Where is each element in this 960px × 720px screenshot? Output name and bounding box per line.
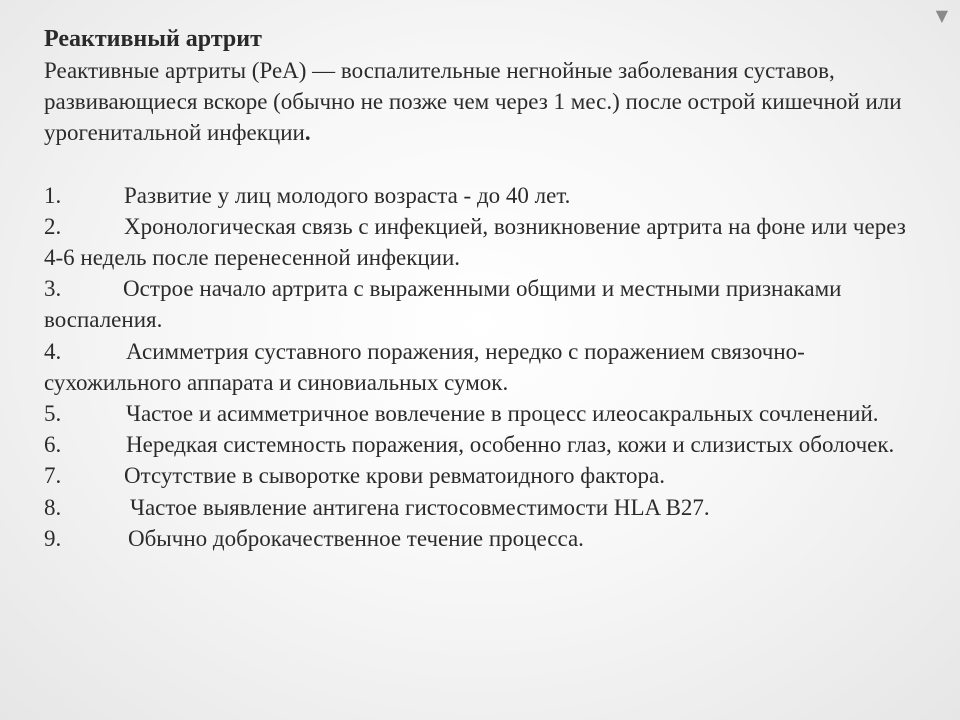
spacer [44,149,924,180]
list-item [44,336,924,398]
list-item-number: 1. [44,182,62,208]
list-item-text: Хронологическая связь с инфекцией, возникновение артрита на фоне или через 4-6 недель после перенесенной инфекции. [44,213,906,271]
list-item-text: Нередкая системность поражения, особенно глаз, кожи и слизистых оболочек. [126,432,895,458]
list-item-text: Обычно доброкачественное течение процесса. [128,525,584,551]
intro-paragraph [44,55,924,149]
list-item-number: 7. [44,463,62,489]
list-item-number: 9. [44,525,62,551]
criteria-list [44,180,924,554]
list-item-number: 3. [44,276,62,302]
list-item-text: Асимметрия суставного поражения, нередко с поражением связочно-сухожильного аппарата и синовиальных сумок. [44,338,805,395]
list-item [44,211,924,273]
list-item-number: 2. [44,213,62,239]
list-item [44,180,924,211]
list-item-number: 8. [44,494,62,520]
list-item [44,492,924,523]
list-item [44,429,924,460]
list-item [44,273,924,335]
list-item-text: Отсутствие в сыворотке крови ревматоидного фактора. [124,463,665,489]
list-item-text: Частое выявление антигена гистосовместимости HLA B27. [130,494,710,520]
list-item-number: 5. [44,401,62,427]
slide-content [44,24,924,554]
list-item [44,523,924,554]
list-item-text: Развитие у лиц молодого возраста - до 40 лет. [124,182,571,208]
list-item-number: 6. [44,432,62,458]
list-item-text: Острое начало артрита с выраженными общими и местными признаками воспаления. [44,276,842,333]
list-item [44,460,924,491]
intro-period: . [304,120,311,146]
list-item-text: Частое и асимметричное вовлечение в процесс илеосакральных сочленений. [126,401,879,427]
menu-triangle-icon[interactable]: ▼ [935,6,948,25]
intro-text: Реактивные артриты (РеА) — воспалительные негнойные заболевания суставов, развивающиеся вскоре (обычно не позже чем через 1 мес.) после острой кишечной или урогенитальной инфекции [44,58,902,146]
list-item-number: 4. [44,338,62,364]
slide-title: Реактивный артрит [44,26,262,52]
list-item [44,398,924,429]
